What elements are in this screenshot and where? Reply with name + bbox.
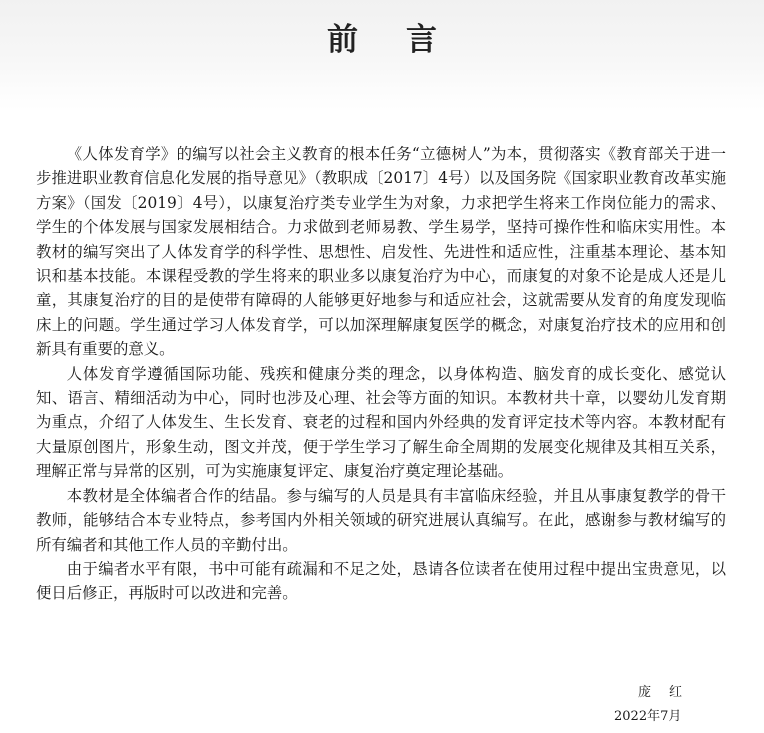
- author-signature: 庞红: [637, 685, 700, 700]
- paragraph-2: 人体发育学遵循国际功能、残疾和健康分类的理念，以身体构造、脑发育的成长变化、感觉认知、语言、精细活动为中心，同时也涉及心理、社会等方面的知识。本教材共十章，以婴幼儿发育期为重点，介绍了人体发生、生长发育、衰老的过程和国内外经典的发育评定技术等内容。本教材配有大量原创图片，形象生动，图文并茂，便于学生学习了解生命全周期的发展变化规律及其相互关系，理解正常与异常的区别，可为实施康复评定、康复治疗奠定理论基础。: [36, 364, 726, 481]
- paragraph-1: 《人体发育学》的编写以社会主义教育的根本任务“立德树人”为本，贯彻落实《教育部关于进一步推进职业教育信息化发展的指导意见》（教职成〔2017〕4号）以及国务院《国家职业教育改革实施方案》（国发〔2019〕4号），以康复治疗类专业学生为对象，力求把学生将来工作岗位能力的需求、学生的个体发展与国家发展相结合。力求做到老师易教、学生易学，坚持可操作性和临床实用性。本教材的编写突出了人体发育学的科学性、思想性、启发性、先进性和适应性，注重基本理论、基本知识和基本技能。本课程受教的学生将来的职业多以康复治疗为中心，而康复的对象不论是成人还是儿童，其康复治疗的目的是使带有障碍的人能够更好地参与和适应社会，这就需要从发育的角度发现临床上的问题。学生通过学习人体发育学，可以加深理解康复医学的概念，对康复治疗技术的应用和创新具有重要的意义。: [36, 145, 726, 359]
- paragraph-3: 本教材是全体编者合作的结晶。参与编写的人员是具有丰富临床经验，并且从事康复教学的骨干教师，能够结合本专业特点，参考国内外相关领域的研究进展认真编写。在此，感谢参与教材编写的所有编者和其他工作人员的辛勤付出。: [36, 486, 726, 554]
- page-title: 前言: [327, 22, 485, 58]
- body-text: [36, 142, 726, 606]
- paragraph-4: 由于编者水平有限，书中可能有疏漏和不足之处，恳请各位读者在使用过程中提出宝贵意见，以便日后修正，再版时可以改进和完善。: [36, 559, 726, 603]
- signature-date: 2022年7月: [614, 709, 682, 724]
